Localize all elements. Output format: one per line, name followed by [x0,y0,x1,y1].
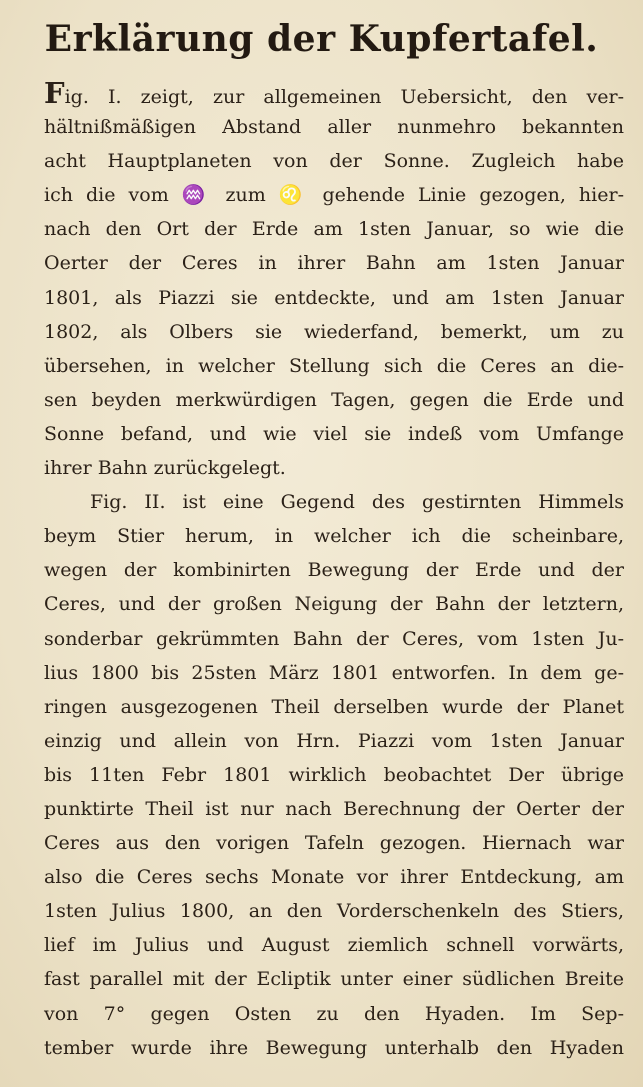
text-line: 1802, als Olbers sie wiederfand, bemerkt, um zu [44,320,624,343]
text-line: fast parallel mit der Ecliptik unter einer südlichen Breite [44,968,624,991]
text-line: sonderbar gekrümmten Bahn der Ceres, vom 1sten Ju- [44,627,624,650]
text-line: lius 1800 bis 25sten März 1801 entworfen. In dem ge- [44,661,624,684]
text-line: ringen ausgezogenen Theil derselben wurde der Planet [44,695,624,718]
text-line: 1801, als Piazzi sie entdeckte, und am 1sten Januar [44,286,624,309]
body-text [44,76,624,1065]
drop-cap: F [44,76,65,110]
text-line [44,76,624,110]
text-line: von 7° gegen Osten zu den Hyaden. Im Sep- [44,1002,624,1025]
page-heading: Erklärung der Kupfertafel. [44,18,599,60]
text-line: punktirte Theil ist nur nach Berechnung der Oerter der [44,797,624,820]
text-line: Ceres, und der großen Neigung der Bahn der letztern, [44,593,624,616]
text-line: ich die vom ♒ zum ♌ gehende Linie gezogen, hier- [44,184,624,207]
text-line: wegen der kombinirten Bewegung der Erde und der [44,559,624,582]
text-line: beym Stier herum, in welcher ich die scheinbare, [44,525,624,548]
text-line: nach den Ort der Erde am 1sten Januar, so wie die [44,218,624,241]
text-line: bis 11ten Febr 1801 wirklich beobachtet Der übrige [44,763,624,786]
text-line-rest: ig. I. zeigt, zur allgemeinen Uebersicht, den ver- [64,86,624,108]
text-line: ihrer Bahn zurückgelegt. [44,457,286,480]
text-line: acht Hauptplaneten von der Sonne. Zugleich habe [44,150,624,173]
text-line: Sonne befand, und wie viel sie indeß vom Umfange [44,422,624,445]
text-line: einzig und allein von Hrn. Piazzi vom 1sten Januar [44,729,624,752]
text-line: also die Ceres sechs Monate vor ihrer Entdeckung, am [44,866,624,889]
text-line: Fig. II. ist eine Gegend des gestirnten Himmels [90,491,624,514]
text-line: übersehen, in welcher Stellung sich die Ceres an die- [44,354,624,377]
text-line: 1sten Julius 1800, an den Vorderschenkeln des Stiers, [44,900,624,923]
text-line: Ceres aus den vorigen Tafeln gezogen. Hiernach war [44,832,624,855]
text-line: lief im Julius und August ziemlich schnell vorwärts, [44,934,624,957]
text-line: hältnißmäßigen Abstand aller nunmehro bekannten [44,116,624,139]
text-line: Oerter der Ceres in ihrer Bahn am 1sten Januar [44,252,624,275]
text-line: tember wurde ihre Bewegung unterhalb den Hyaden [44,1036,624,1059]
text-line: sen beyden merkwürdigen Tagen, gegen die Erde und [44,388,624,411]
